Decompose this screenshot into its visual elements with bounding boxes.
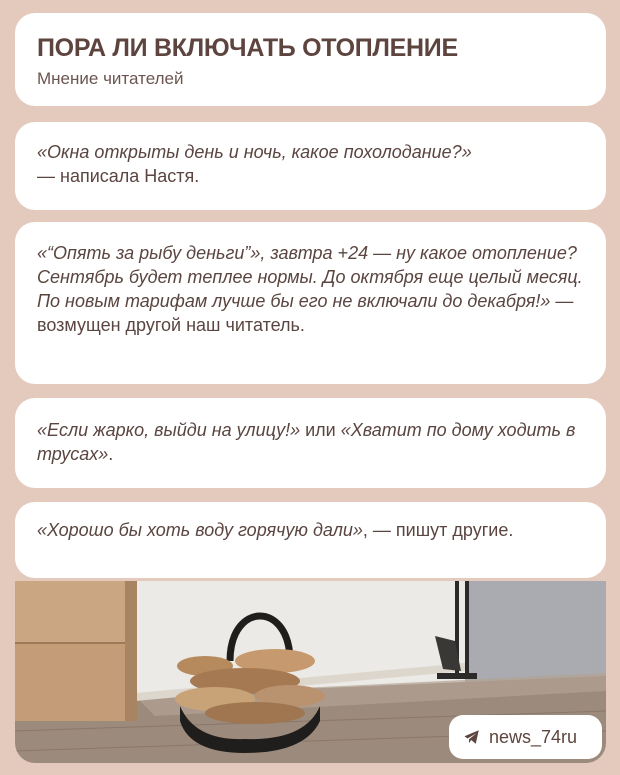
quote-attribution-4: , — пишут другие. bbox=[362, 520, 514, 540]
channel-handle: news_74ru bbox=[489, 726, 578, 747]
quote-text-1 bbox=[37, 140, 584, 188]
quote-text-3 bbox=[37, 418, 584, 466]
quote-card-1 bbox=[15, 122, 606, 210]
quote-tail-3: . bbox=[108, 444, 114, 464]
quote-italic-4: «Хорошо бы хоть воду горячую дали» bbox=[37, 520, 363, 540]
quote-card-3 bbox=[15, 398, 606, 488]
quote-italic-1: «Окна открыты день и ночь, какое похолодание?» bbox=[37, 142, 472, 162]
quote-card-2 bbox=[15, 222, 606, 384]
quote-text-2 bbox=[37, 241, 584, 337]
quote-attribution-1: — написала Настя. bbox=[37, 166, 200, 186]
page-title: ПОРА ЛИ ВКЛЮЧАТЬ ОТОПЛЕНИЕ bbox=[37, 34, 458, 62]
quote-italic-2: «“Опять за рыбу деньги”», завтра +24 — ну какое отопление? Сентябрь будет теплее нормы. До октября еще целый месяц. По новым тарифам лучше бы его не включали до декабря!» bbox=[37, 243, 583, 311]
quote-italic-3a: «Если жарко, выйди на улицу!» bbox=[37, 420, 301, 440]
quote-italic-3b: «Хватит по дому ходить в трусах» bbox=[37, 420, 576, 464]
quote-connector-3: или bbox=[300, 420, 341, 440]
quote-text-4 bbox=[37, 518, 584, 542]
telegram-badge[interactable] bbox=[449, 715, 602, 759]
page-subtitle: Мнение читателей bbox=[37, 69, 184, 88]
quote-attribution-2: — возмущен другой наш читатель. bbox=[37, 291, 574, 335]
header-card bbox=[15, 13, 606, 106]
quote-card-4 bbox=[15, 502, 606, 578]
telegram-icon bbox=[463, 728, 481, 746]
